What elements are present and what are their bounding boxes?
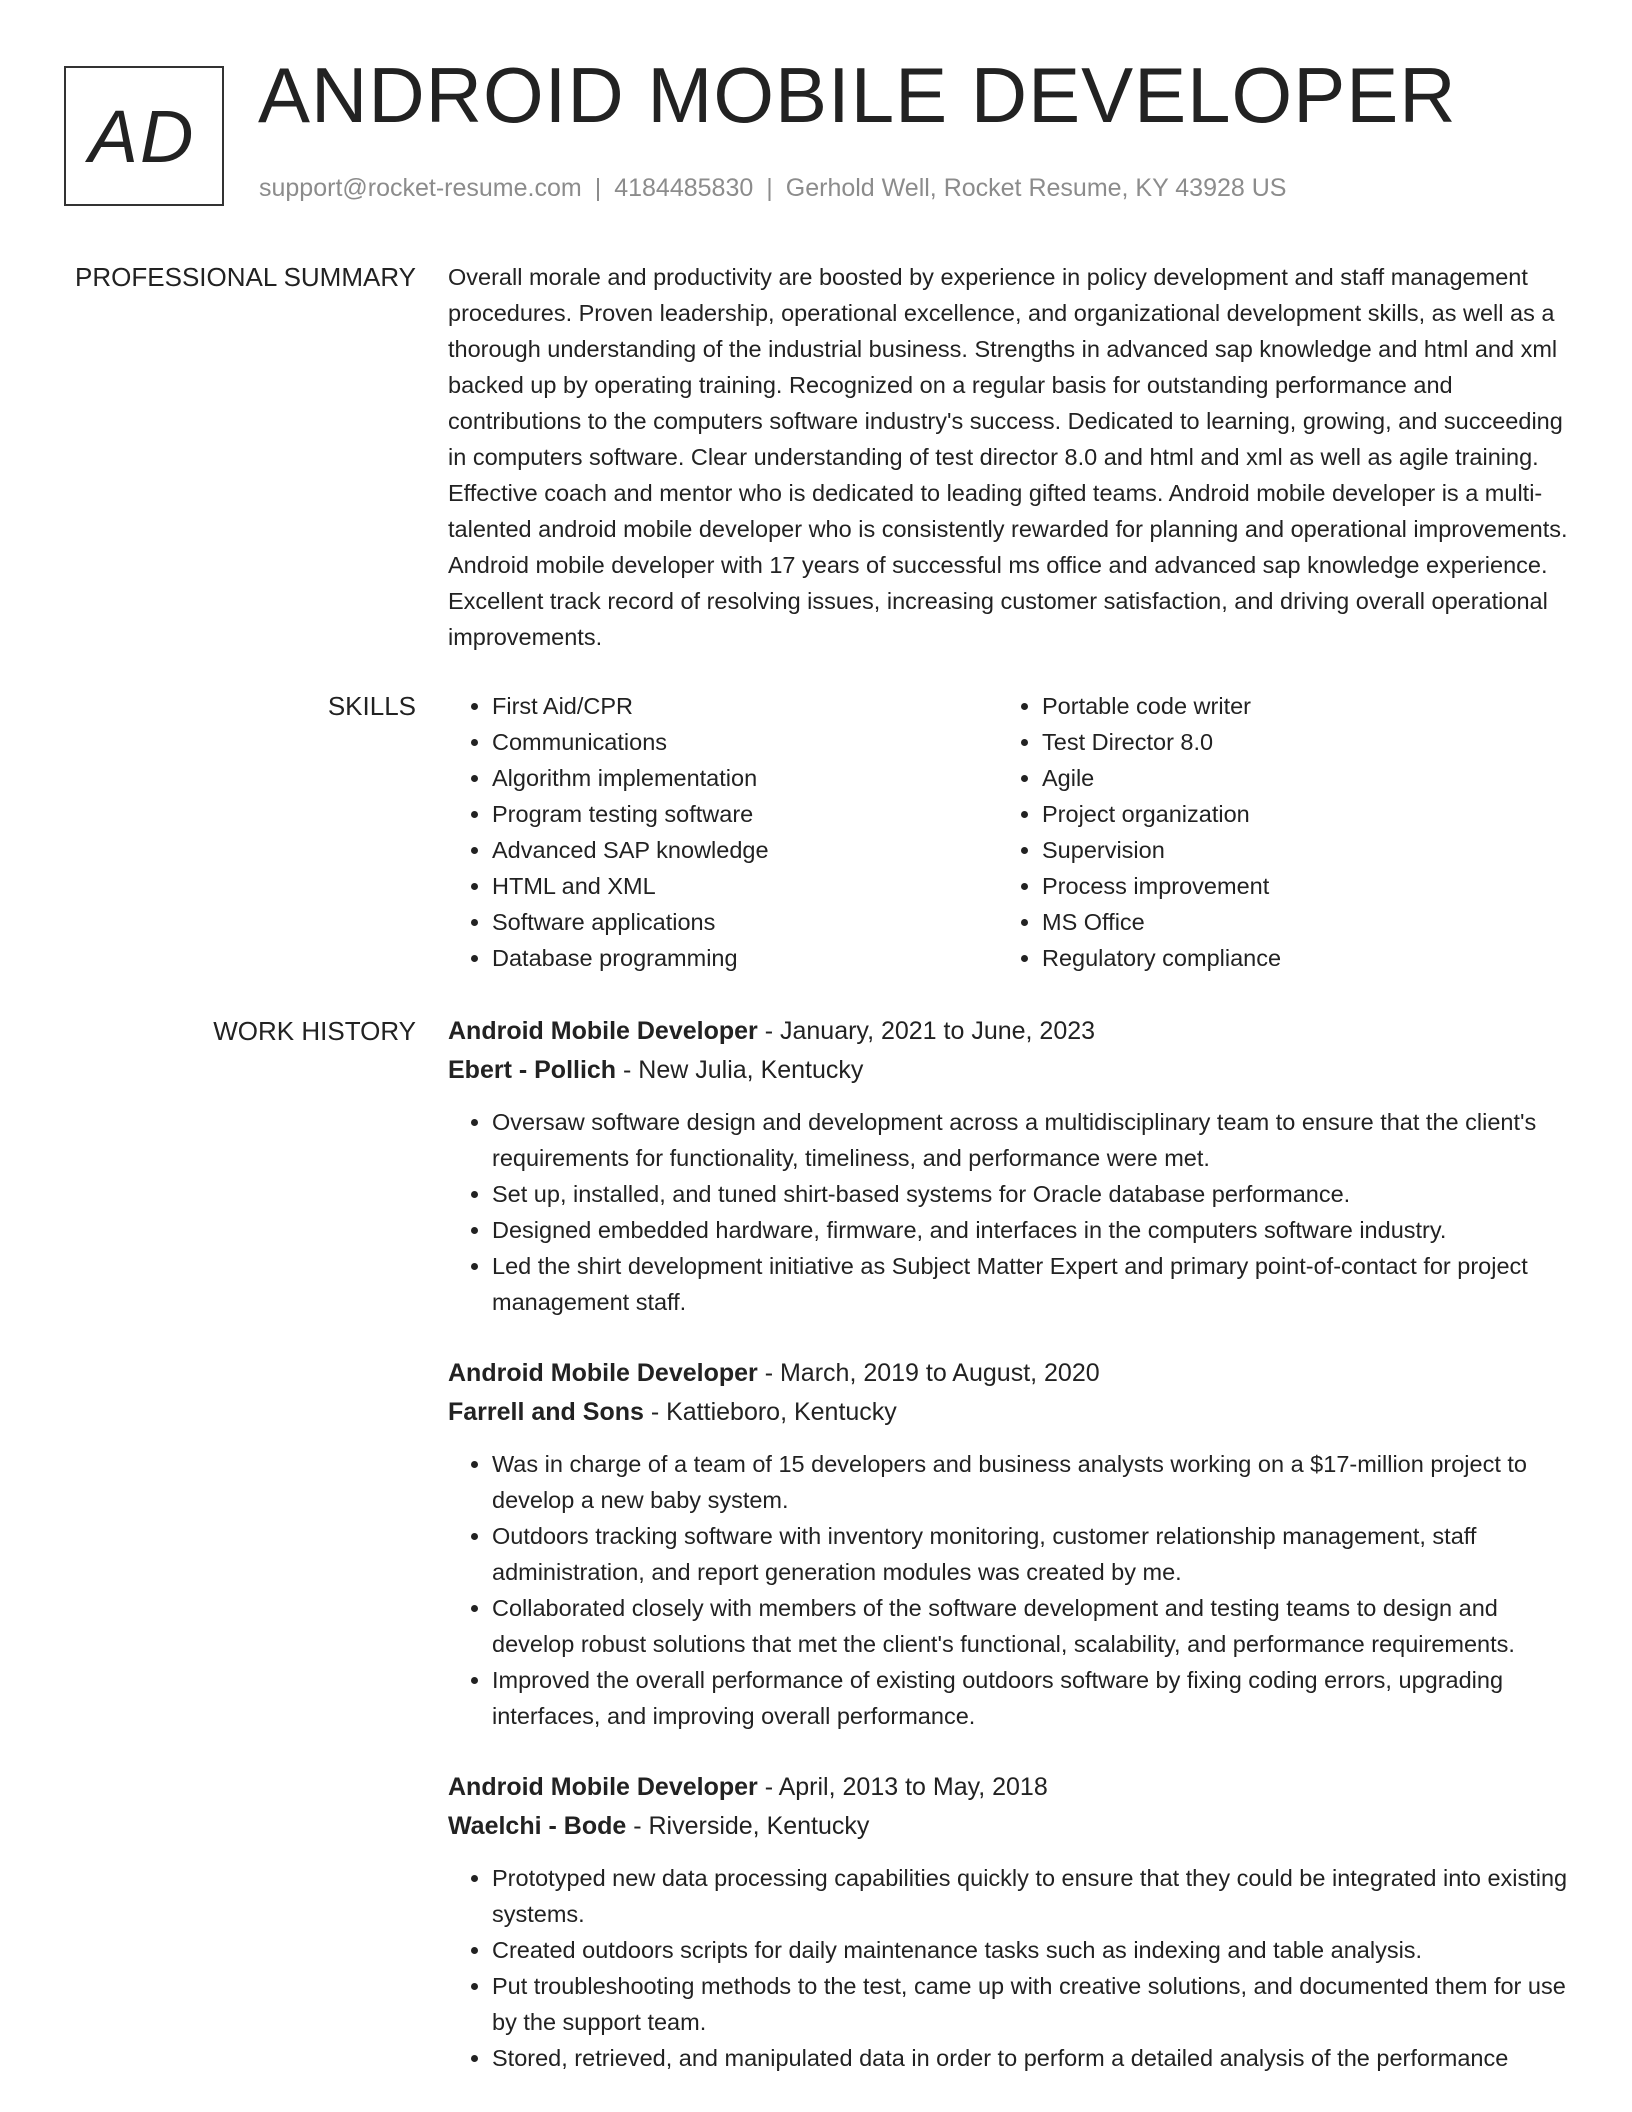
summary-text: Overall morale and productivity are boosted by experience in policy development and staff management procedures. Proven leadership, operational excellence, and organizational development skills, as well as a thorough understanding of the industrial business. Strengths in advanced sap knowledge and html and xml backed up by operating training. Recognized on a regular basis for outstanding performance and contributions to the computers software industry's success. Dedicated to learning, growing, and succeeding in computers software. Clear understanding of test director 8.0 and html and xml as well as agile training. Effective coach and mentor who is dedicated to leading gifted teams. Android mobile developer is a multi-talented android mobile developer who is consistently rewarded for planning and operational improvements. Android mobile developer with 17 years of successful ms office and advanced sap knowledge experience. Excellent track record of resolving issues, increasing customer satisfaction, and driving overall operational improvements. [448, 264, 1568, 650]
skill-item: • Program testing software [492, 796, 998, 832]
job-company-line [448, 1393, 1568, 1432]
skills-heading: SKILLS [327, 691, 416, 721]
job-title-line [448, 1354, 1568, 1393]
job-dates: - March, 2019 to August, 2020 [757, 1359, 1100, 1387]
job-bullet: • Set up, installed, and tuned shirt-based systems for Oracle database performance. [492, 1176, 1568, 1212]
job-company-line [448, 1807, 1568, 1846]
job-bullet: • Was in charge of a team of 15 developers and business analysts working on a $17-million project to develop a new baby system. [492, 1446, 1568, 1518]
skill-item: • Algorithm implementation [492, 760, 998, 796]
skill-item: • First Aid/CPR [492, 688, 998, 724]
work-history-heading: WORK HISTORY [213, 1016, 416, 1046]
job-bullet: • Put troubleshooting methods to the test, came up with creative solutions, and documented them for use by the support team. [492, 1968, 1568, 2040]
job-company: Waelchi - Bode [448, 1812, 627, 1840]
job-title: Android Mobile Developer [448, 1017, 758, 1045]
skill-item: • Database programming [492, 940, 998, 976]
contact-line [259, 176, 1286, 201]
monogram-box [64, 66, 224, 206]
skills-list-left [448, 688, 998, 976]
job-dates: - April, 2013 to May, 2018 [757, 1773, 1048, 1801]
job-bullet: • Improved the overall performance of existing outdoors software by fixing coding errors, upgrading interfaces, and improving overall performance. [492, 1662, 1568, 1734]
contact-separator: | [766, 174, 773, 202]
skill-item: • Portable code writer [1042, 688, 1548, 724]
job-title-line [448, 1768, 1568, 1807]
skills-body [448, 688, 1568, 976]
job-dates: - January, 2021 to June, 2023 [757, 1017, 1096, 1045]
contact-separator: | [594, 174, 602, 202]
job-bullet: • Prototyped new data processing capabilities quickly to ensure that they could be integrated into existing systems. [492, 1860, 1568, 1932]
skills-columns [448, 688, 1568, 976]
work-history-body [448, 1012, 1568, 2110]
monogram-initials: AD [88, 94, 196, 178]
contact-address: Gerhold Well, Rocket Resume, KY 43928 US [785, 174, 1287, 202]
job-title: Android Mobile Developer [448, 1359, 758, 1387]
skill-item: • MS Office [1042, 904, 1548, 940]
job-bullet: • Led the shirt development initiative as Subject Matter Expert and primary point-of-contact for project management staff. [492, 1248, 1568, 1320]
job-company-line [448, 1051, 1568, 1090]
job-bullet: • Oversaw software design and development across a multidisciplinary team to ensure that the client's requirements for functionality, timeliness, and performance were met. [492, 1104, 1568, 1176]
skill-item: • Regulatory compliance [1042, 940, 1548, 976]
job-bullet: • Outdoors tracking software with inventory monitoring, customer relationship management, staff administration, and report generation modules was created by me. [492, 1518, 1568, 1590]
job-bullet-list [448, 1104, 1568, 1320]
job-bullet: • Collaborated closely with members of the software development and testing teams to design and develop robust solutions that met the client's functional, scalability, and performance requirements. [492, 1590, 1568, 1662]
job-bullet: • Designed embedded hardware, firmware, and interfaces in the computers software industry. [492, 1212, 1568, 1248]
skill-item: • Software applications [492, 904, 998, 940]
job-bullet: • Created outdoors scripts for daily maintenance tasks such as indexing and table analysis. [492, 1932, 1568, 1968]
job-title-line [448, 1012, 1568, 1051]
job-location: - Kattieboro, Kentucky [643, 1398, 897, 1426]
contact-email: support@rocket-resume.com [259, 174, 582, 202]
job-bullet-list [448, 1860, 1568, 2076]
job-entry [448, 1354, 1568, 1734]
skill-item: • Advanced SAP knowledge [492, 832, 998, 868]
job-bullet-list [448, 1446, 1568, 1734]
skill-item: • Agile [1042, 760, 1548, 796]
job-entry [448, 1768, 1568, 2076]
skill-item: • Process improvement [1042, 868, 1548, 904]
skill-item: • Communications [492, 724, 998, 760]
skill-item: • Test Director 8.0 [1042, 724, 1548, 760]
skill-item: • HTML and XML [492, 868, 998, 904]
job-company: Ebert - Pollich [448, 1056, 617, 1084]
contact-phone: 4184485830 [614, 174, 754, 202]
job-entry [448, 1012, 1568, 1320]
resume-name-title: ANDROID MOBILE DEVELOPER [258, 51, 1457, 139]
skill-item: • Supervision [1042, 832, 1548, 868]
skill-item: • Project organization [1042, 796, 1548, 832]
job-title: Android Mobile Developer [448, 1773, 758, 1801]
job-location: - New Julia, Kentucky [616, 1056, 864, 1084]
job-location: - Riverside, Kentucky [626, 1812, 870, 1840]
summary-heading: PROFESSIONAL SUMMARY [75, 262, 416, 292]
job-company: Farrell and Sons [448, 1398, 644, 1426]
summary-body [448, 259, 1568, 655]
skills-list-right [998, 688, 1548, 976]
job-bullet: • Stored, retrieved, and manipulated data in order to perform a detailed analysis of the performance [492, 2040, 1568, 2076]
